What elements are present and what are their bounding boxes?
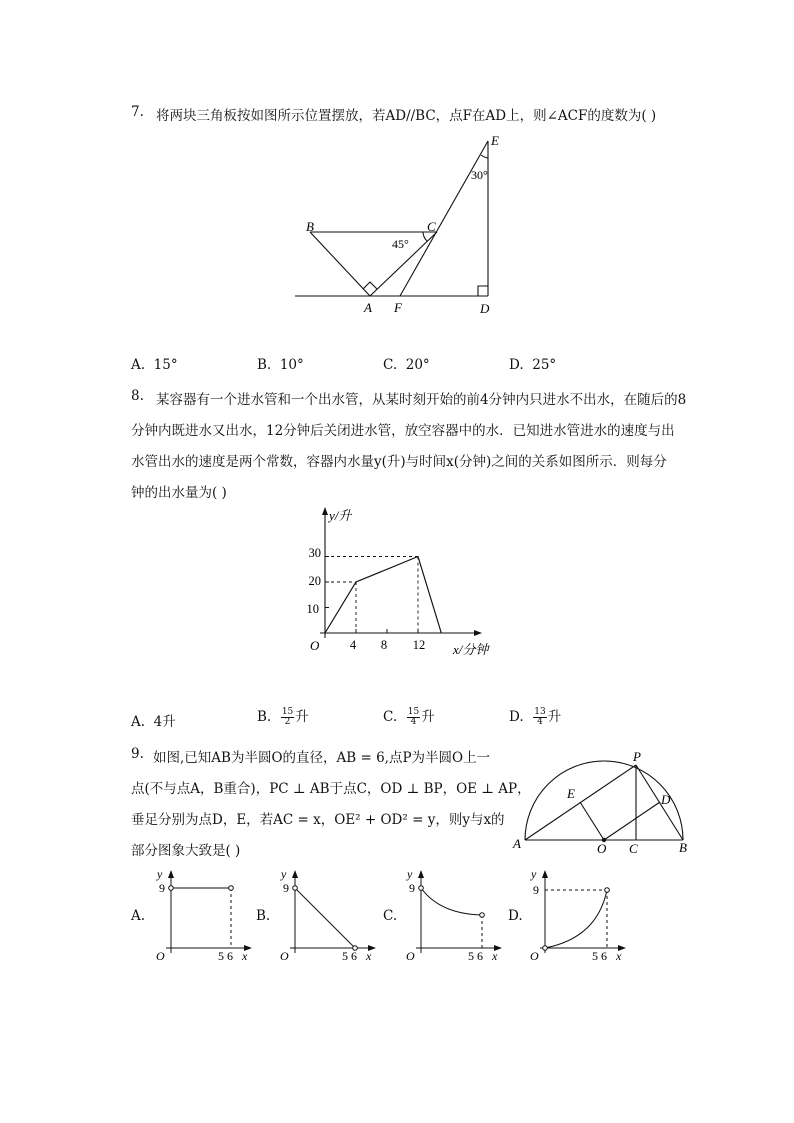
q7-label-e: E — [491, 133, 499, 148]
q7-label-f: F — [394, 300, 402, 315]
q9-label-a: A — [513, 836, 521, 851]
q8-ytick-label-30: 30 — [308, 546, 321, 560]
q9-label-c: C — [629, 841, 638, 856]
q9-a-y-label: y — [157, 867, 163, 881]
q8-option-b-fraction: $\frac{15}{2}$ — [281, 707, 294, 727]
q9-c-y-label: y — [407, 867, 413, 881]
q9-line-3: 垂足分别为点D，E，若AC = x，OE² + OD² = y，则y与x的 — [131, 812, 505, 828]
q7-option-b[interactable]: B. 10° — [257, 357, 304, 373]
q7-option-c[interactable]: C. 20° — [383, 357, 430, 373]
q9-option-a[interactable]: A. — [131, 908, 146, 924]
q8-x-arrow — [474, 630, 482, 636]
q9-d-origin: O — [530, 949, 539, 963]
q8-xlabel: x/分钟 — [453, 642, 489, 657]
q9-b-y-tick: 9 — [283, 881, 289, 895]
q8-number: 8. — [131, 388, 144, 404]
q8-line-1: 某容器有一个进水管和一个出水管，从某时刻开始的前4分钟内只进水不出水，在随后的8 — [156, 392, 687, 408]
q9-d-y-tick: 9 — [533, 883, 539, 897]
q9-b-origin: O — [280, 949, 289, 963]
q9-b-y-label: y — [281, 867, 287, 881]
q9-graph-d[interactable] — [522, 866, 632, 966]
q8-origin: O — [310, 638, 320, 653]
q8-option-d[interactable]: D. $\frac{13}{4}$ 升 — [509, 707, 562, 727]
q7-number: 7. — [131, 104, 144, 120]
q8-chart — [290, 505, 530, 675]
q9-graph-c[interactable] — [398, 866, 508, 966]
q9-c-y-tick: 9 — [409, 881, 415, 895]
q8-option-c-fraction: $\frac{15}{4}$ — [407, 707, 420, 727]
q8-line-3: 水管出水的速度是两个常数，容器内水量y(升)与时间x(分钟)之间的关系如图所示．则每分 — [131, 454, 667, 470]
q9-graph-b[interactable] — [272, 866, 382, 966]
q9-label-d: D — [661, 792, 671, 807]
q9-option-b[interactable]: B. — [256, 908, 271, 924]
q9-d-x-ticks: 5 6 — [592, 949, 607, 963]
q9-line-2: 点(不与点A，B重合)，PC ⊥ AB于点C，OD ⊥ BP，OE ⊥ AP， — [131, 781, 531, 797]
q8-option-b[interactable]: B. $\frac{15}{2}$ 升 — [257, 707, 309, 727]
q8-option-a[interactable]: A. 4升 — [131, 714, 176, 730]
q8-series-line — [325, 557, 441, 634]
q7-figure — [0, 0, 794, 330]
q8-ylabel: y/升 — [329, 508, 352, 523]
q9-d-x-label: x — [616, 949, 622, 963]
q9-c-origin: O — [406, 949, 415, 963]
q8-xtick-label-4: 4 — [349, 638, 357, 652]
q8-ytick-label-10: 10 — [306, 602, 319, 616]
q7-stem: 将两块三角板按如图所示位置摆放，若AD//BC，点F在AD上，则∠ACF的度数为( ) — [156, 108, 657, 124]
q9-line-1: 如图,已知AB为半圆O的直径，AB = 6,点P为半圆O上一 — [153, 750, 491, 766]
q9-label-b: B — [679, 840, 687, 855]
q9-b-x-ticks: 5 6 — [342, 949, 357, 963]
q9-label-o: O — [597, 841, 607, 856]
q8-option-c[interactable]: C. $\frac{15}{4}$ 升 — [383, 707, 435, 727]
q9-a-origin: O — [156, 949, 165, 963]
q7-option-a[interactable]: A. 15° — [131, 357, 178, 373]
q9-number: 9. — [131, 746, 144, 762]
q8-y-arrow — [322, 507, 328, 515]
q7-label-c: C — [427, 219, 436, 234]
q9-label-e: E — [567, 786, 575, 801]
q9-d-y-label: y — [531, 867, 537, 881]
q8-xtick-label-12: 12 — [412, 638, 426, 652]
q8-line-4: 钟的出水量为( ) — [131, 485, 227, 501]
q9-c-x-label: x — [492, 949, 498, 963]
q9-a-x-ticks: 5 6 — [218, 949, 233, 963]
q7-label-d: D — [480, 301, 490, 316]
q9-option-c[interactable]: C. — [383, 908, 398, 924]
q7-angle-c: 45° — [392, 237, 409, 251]
q7-label-a: A — [364, 300, 372, 315]
q9-b-x-label: x — [366, 949, 372, 963]
q9-a-x-label: x — [242, 949, 248, 963]
q9-a-y-tick: 9 — [159, 881, 165, 895]
q7-option-d[interactable]: D. 25° — [509, 357, 557, 373]
q9-c-x-ticks: 5 6 — [468, 949, 483, 963]
q9-label-p: P — [633, 749, 641, 764]
q9-option-d[interactable]: D. — [508, 908, 523, 924]
q7-angle-e: 30° — [471, 168, 488, 182]
q8-option-d-fraction: $\frac{13}{4}$ — [534, 707, 546, 727]
q8-line-2: 分钟内既进水又出水，12分钟后关闭进水管，放空容器中的水．已知进水管进水的速度与出 — [131, 423, 675, 439]
q9-line-4: 部分图象大致是( ) — [131, 843, 241, 859]
q9-figure — [508, 748, 708, 858]
q8-ytick-label-20: 20 — [308, 574, 321, 588]
q8-xtick-label-8: 8 — [380, 638, 388, 652]
q7-label-b: B — [306, 219, 314, 234]
q9-graph-a[interactable] — [148, 866, 258, 966]
